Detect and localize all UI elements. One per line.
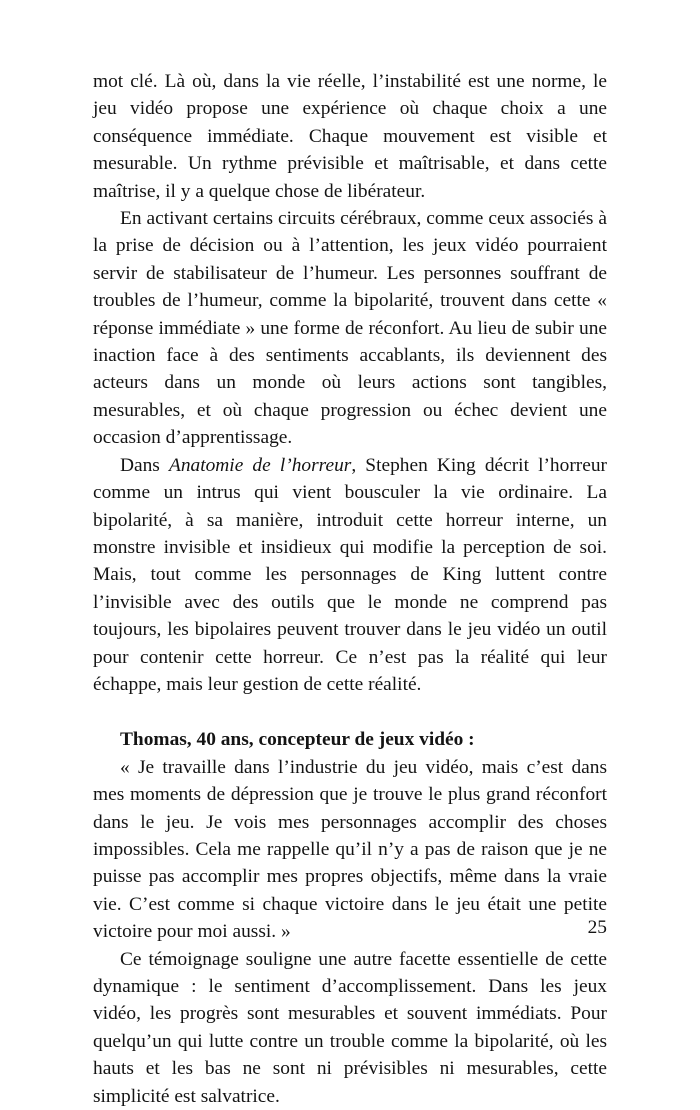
testimony-heading: Thomas, 40 ans, concepteur de jeux vidéo :	[120, 729, 475, 751]
testimony-commentary: Ce témoignage souligne une autre facette essentielle de cette dynamique : le sentiment d’accomplissement. Dans les jeux vidéo, les progrès sont mesurables et souvent immédiats. Pour quelqu’un qui lutte contre un trouble comme la bipolarité, où les hauts et les bas ne sont ni prévisibles ni mesurables, cette simplicité est salvatrice.	[93, 948, 607, 1107]
book-title: Anatomie de l’horreur	[168, 454, 352, 476]
king-text-after: , Stephen King décrit l’horreur comme un intrus qui vient bousculer la vie ordinaire. La bipolarité, à sa manière, introduit cette horreur interne, un monstre invisible et insidieux qui modifie la perception de soi. Mais, tout comme les personnages de King luttent contre l’invisible avec des outils que le monde ne comprend pas toujours, les bipolaires peuvent trouver dans le jeu vidéo un outil pour contenir cette horreur. Ce n’est pas la réalité qui leur échappe, mais leur gestion de cette réalité.	[93, 454, 607, 695]
page-number: 25	[587, 917, 607, 938]
paragraph-mood-stabilizer: En activant certains circuits cérébraux, comme ceux associés à la prise de décision ou à l’attention, les jeux vidéo pourraient servir de stabilisateur de l’humeur. Les personnes souffrant de troubles de l’humeur, comme la bipolarité, trouvent dans cette « réponse immédiate » une forme de réconfort. Au lieu de subir une inaction face à des sentiments accablants, ils deviennent des acteurs dans un monde où leurs actions sont tangibles, mesurables, et où chaque progression ou échec devient une occasion d’apprentissage.	[93, 208, 607, 449]
paragraph-stephen-king	[93, 452, 607, 699]
body-text	[93, 68, 607, 1110]
paragraph-continuation: mot clé. Là où, dans la vie réelle, l’instabilité est une norme, le jeu vidéo propose une expérience où chaque choix a une conséquence immédiate. Chaque mouvement est visible et mesurable. Un rythme prévisible et maîtrisable, et dans cette maîtrise, il y a quelque chose de libérateur.	[93, 71, 607, 202]
testimony-quote: « Je travaille dans l’industrie du jeu vidéo, mais c’est dans mes moments de dépression que je trouve le plus grand réconfort dans le jeu. Je vois mes personnages accomplir des choses impossibles. Cela me rappelle qu’il n’y a pas de raison que je ne puisse pas accomplir mes propres objectifs, même dans la vraie vie. C’est comme si chaque victoire dans le jeu était une petite victoire pour moi aussi. »	[93, 756, 607, 943]
king-text-before: Dans	[120, 454, 169, 476]
